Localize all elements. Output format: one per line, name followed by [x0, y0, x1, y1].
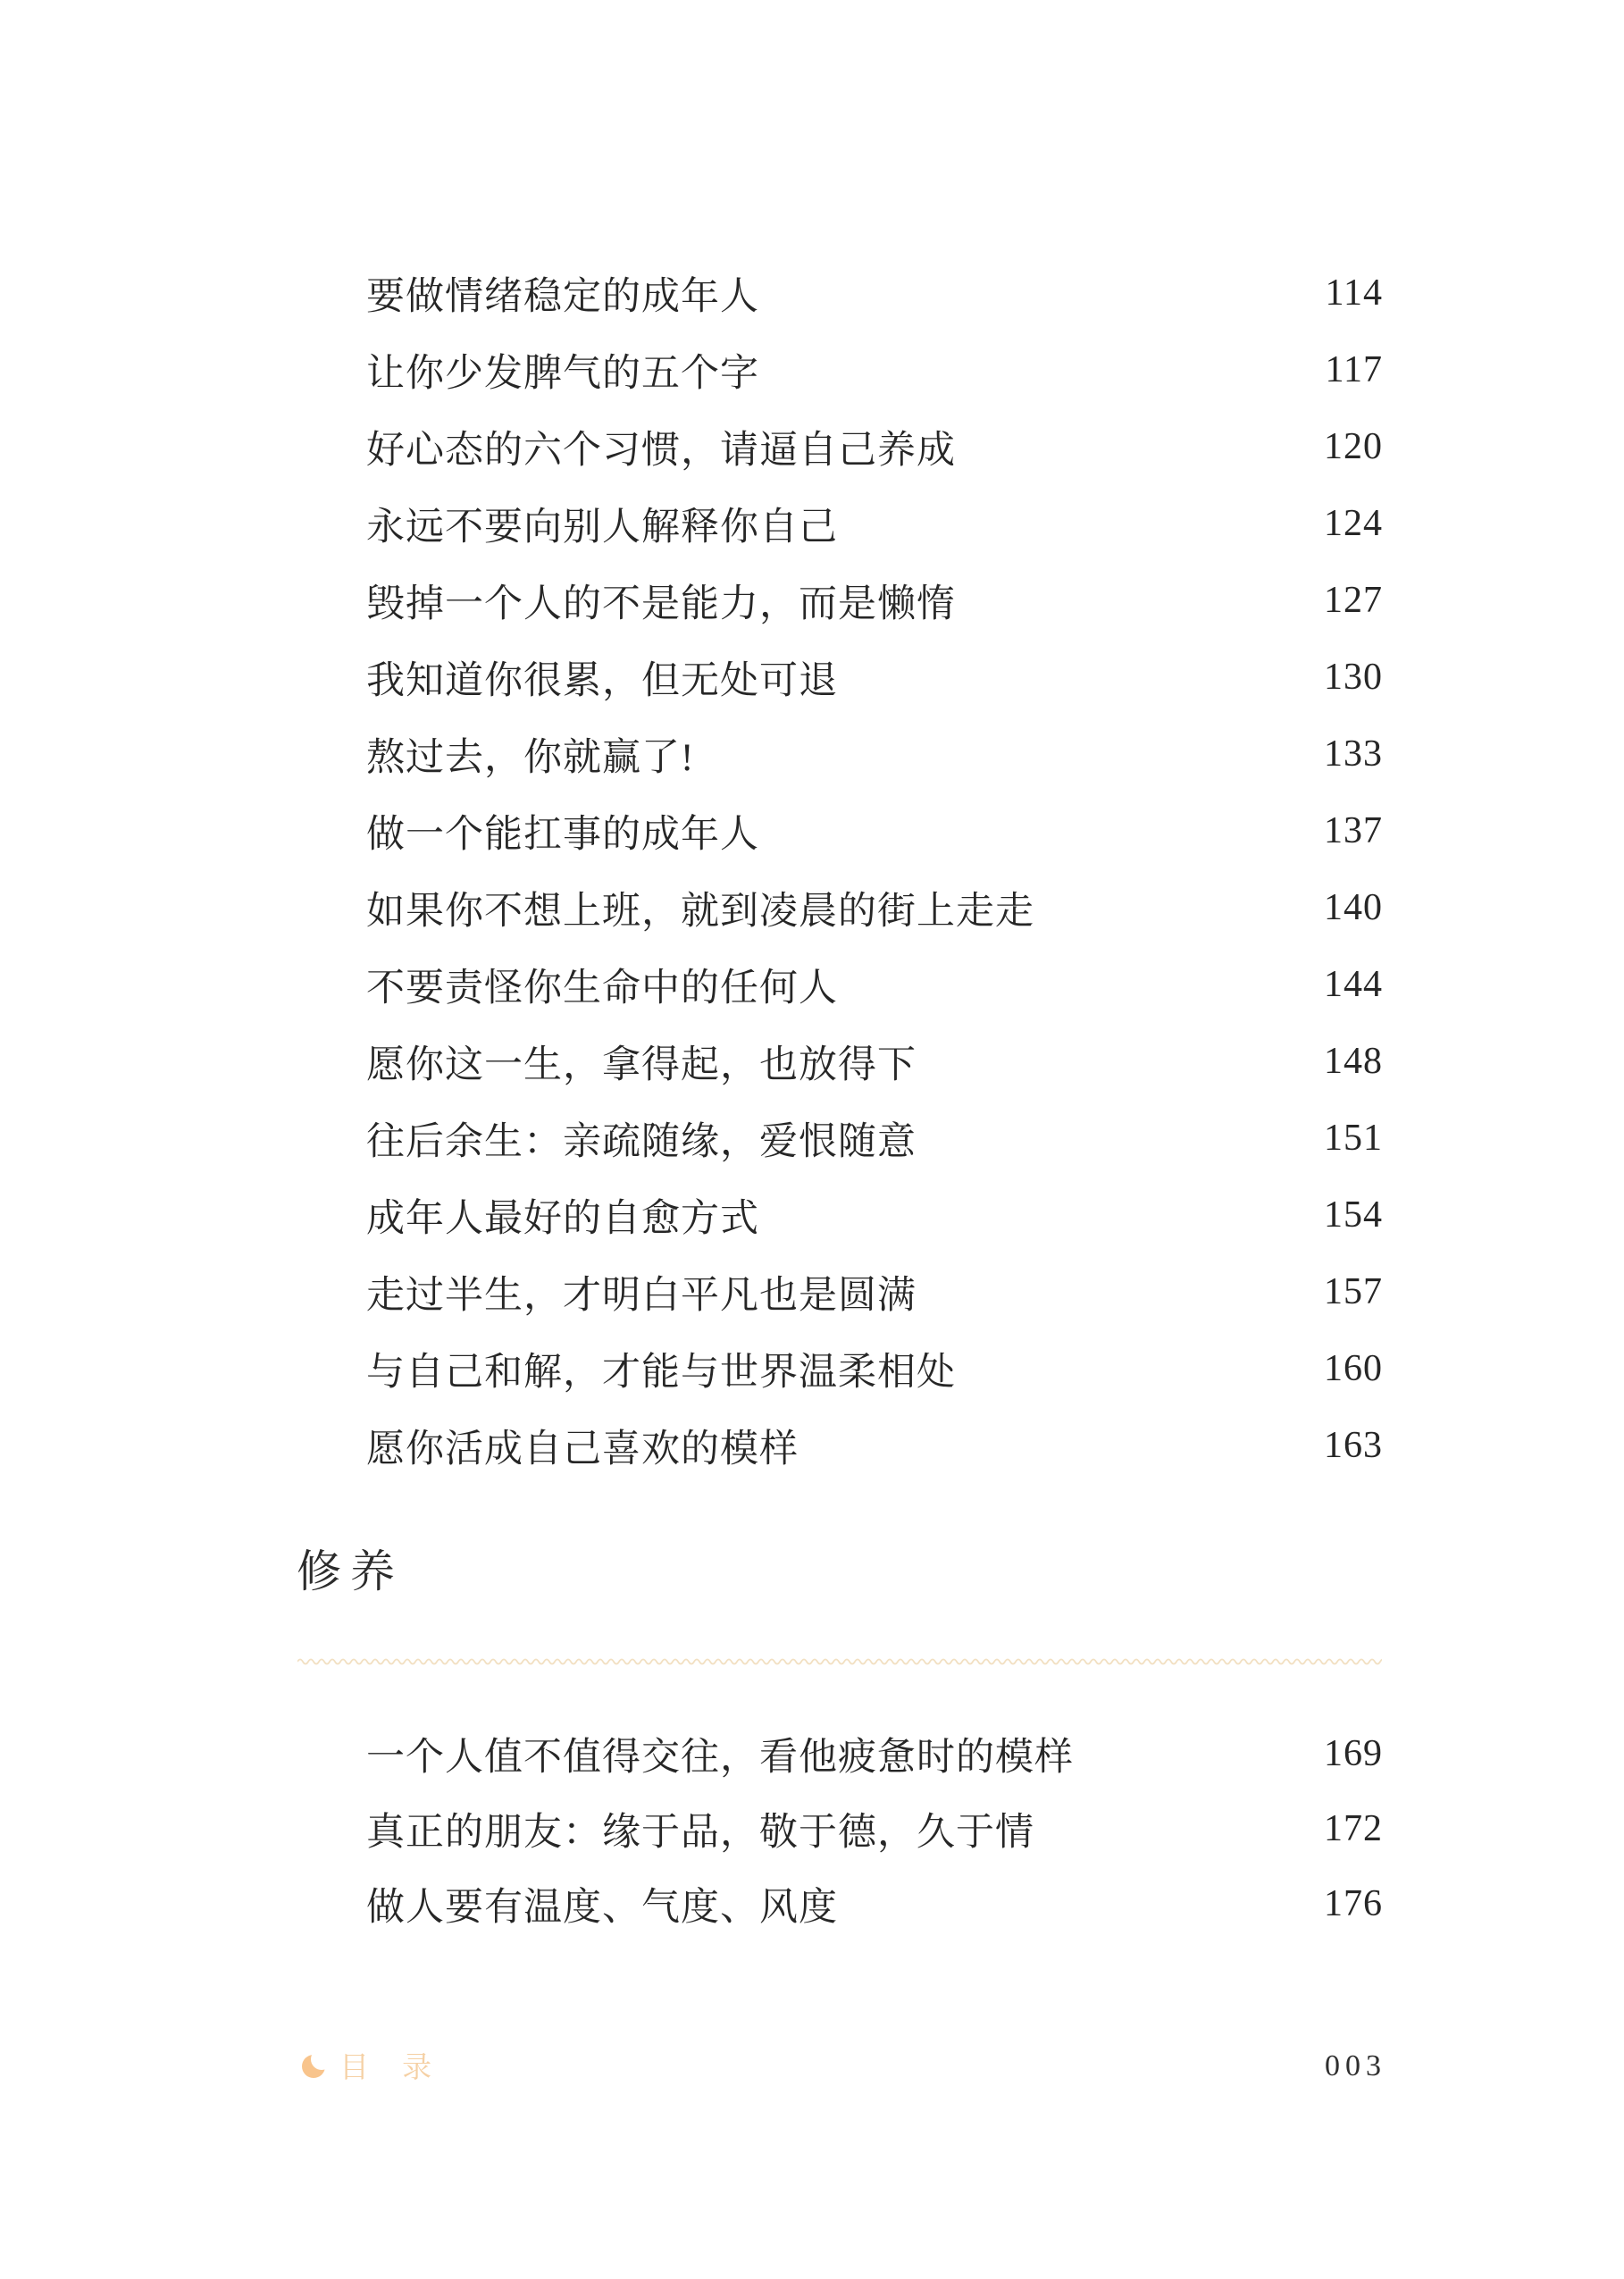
toc-entry-title: 愿你这一生，拿得起，也放得下: [366, 1043, 917, 1086]
toc-entry-title: 愿你活成自己喜欢的模样: [366, 1428, 799, 1470]
toc-entry[interactable]: [366, 1881, 1383, 1927]
toc-entry-page-number: 144: [1324, 964, 1383, 1005]
toc-entry-page-number: 154: [1324, 1194, 1383, 1236]
toc-entry-page-number: 114: [1325, 272, 1383, 314]
toc-entry[interactable]: [366, 1115, 1383, 1161]
toc-entry[interactable]: [366, 1192, 1383, 1238]
footer-page-number: 003: [1325, 2049, 1386, 2082]
toc-entry-title: 不要责怪你生命中的任何人: [366, 967, 838, 1010]
toc-entry[interactable]: [366, 500, 1383, 547]
toc-entry-title: 做人要有温度、气度、风度: [366, 1886, 838, 1929]
toc-entry-page-number: 160: [1324, 1348, 1383, 1389]
toc-entry[interactable]: [366, 961, 1383, 1008]
toc-entry-title: 走过半生，才明白平凡也是圆满: [366, 1274, 917, 1317]
toc-entry-page-number: 172: [1324, 1808, 1383, 1849]
toc-entry[interactable]: [366, 1806, 1383, 1852]
toc-entry-page-number: 120: [1324, 426, 1383, 467]
toc-entry[interactable]: [366, 1422, 1383, 1469]
section-heading: 修养: [297, 1546, 404, 1596]
toc-entry[interactable]: [366, 577, 1383, 624]
toc-entry[interactable]: [366, 808, 1383, 854]
toc-entry-title: 往后余生：亲疏随缘，爱恨随意: [366, 1120, 917, 1163]
toc-entry-title: 成年人最好的自愈方式: [366, 1197, 759, 1240]
footer-label: 目 录: [339, 2050, 439, 2083]
toc-entry[interactable]: [366, 347, 1383, 393]
crescent-moon-icon: [298, 2049, 332, 2082]
toc-entry-title: 永远不要向别人解释你自己: [366, 506, 838, 549]
toc-entry-title: 好心态的六个习惯，请逼自己养成: [366, 429, 956, 472]
toc-entry[interactable]: [366, 270, 1383, 316]
toc-entry-page-number: 176: [1324, 1883, 1383, 1924]
toc-entry-title: 熬过去，你就赢了!: [366, 736, 695, 779]
toc-entry-title: 我知道你很累，但无处可退: [366, 659, 838, 702]
toc-entry-title: 毁掉一个人的不是能力，而是懒惰: [366, 582, 956, 625]
toc-entry[interactable]: [366, 1345, 1383, 1392]
toc-entry-page-number: 169: [1324, 1733, 1383, 1774]
toc-entry[interactable]: [366, 423, 1383, 470]
toc-entry-page-number: 140: [1324, 887, 1383, 928]
toc-entry-title: 如果你不想上班，就到凌晨的街上走走: [366, 890, 1034, 933]
toc-entry-page-number: 130: [1324, 657, 1383, 698]
toc-entry-title: 要做情绪稳定的成年人: [366, 275, 759, 318]
toc-entry-title: 做一个能扛事的成年人: [366, 813, 759, 856]
divider-wave-icon: [297, 1655, 1382, 1669]
toc-entry[interactable]: [366, 731, 1383, 777]
toc-entry-page-number: 163: [1324, 1425, 1383, 1466]
footer-running-title: [298, 2044, 439, 2086]
toc-entry-page-number: 148: [1324, 1041, 1383, 1082]
toc-entry[interactable]: [366, 654, 1383, 700]
toc-entry-page-number: 124: [1324, 503, 1383, 544]
toc-entry-page-number: 157: [1324, 1271, 1383, 1312]
toc-entry-page-number: 117: [1325, 349, 1383, 390]
toc-entry-page-number: 137: [1324, 810, 1383, 851]
toc-entry[interactable]: [366, 1730, 1383, 1777]
toc-entry-page-number: 133: [1324, 733, 1383, 775]
toc-entry-title: 让你少发脾气的五个字: [366, 352, 759, 395]
toc-entry-title: 一个人值不值得交往，看他疲惫时的模样: [366, 1736, 1074, 1779]
toc-entry-page-number: 127: [1324, 580, 1383, 621]
toc-entry[interactable]: [366, 1038, 1383, 1085]
section-divider: [297, 1655, 1382, 1669]
toc-entry[interactable]: [366, 1269, 1383, 1315]
toc-entry[interactable]: [366, 884, 1383, 931]
toc-entry-title: 真正的朋友：缘于品，敬于德，久于情: [366, 1811, 1034, 1854]
toc-entry-page-number: 151: [1324, 1118, 1383, 1159]
toc-entry-title: 与自己和解，才能与世界温柔相处: [366, 1351, 956, 1394]
